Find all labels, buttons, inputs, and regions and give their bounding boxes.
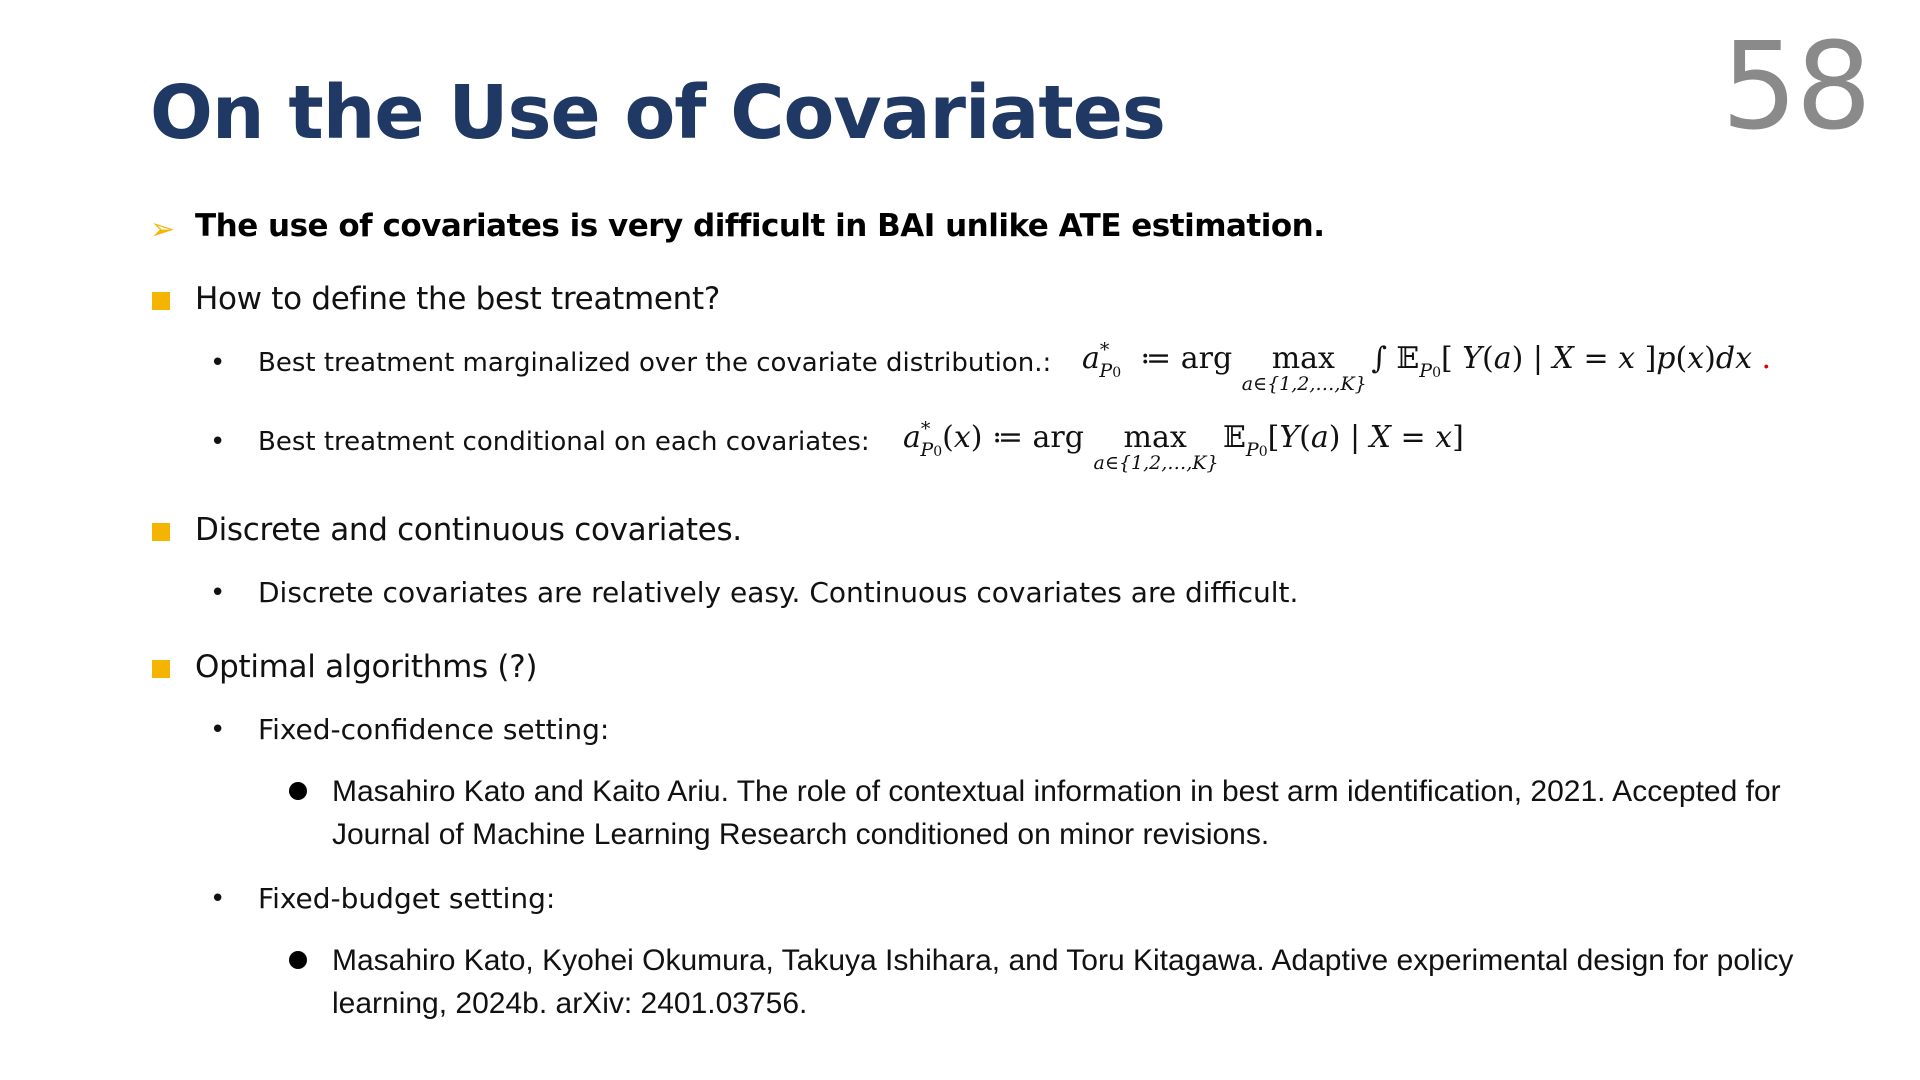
slide-title: On the Use of Covariates [150,70,1165,156]
best-treatment-conditional-text: Best treatment conditional on each covariates: [258,427,870,457]
lead-statement: The use of covariates is very difficult in BAI unlike ATE estimation. [195,208,1325,244]
section-heading-optimal-algorithms: Optimal algorithms (?) [195,649,538,685]
fixed-confidence-label: Fixed-confidence setting: [258,713,610,746]
dot-bullet-icon: • [210,715,226,745]
dot-bullet-icon: • [210,348,226,378]
formula-marginalized: $a^*_{P0}$ ≔ arg max a∈{1,2,…,K} ∫ 𝔼$_{P0}$[ Y(a) | X = x ]p(x)dx . [1082,339,1772,395]
dot-bullet-icon: • [210,427,226,457]
best-treatment-marginalized-text: Best treatment marginalized over the covariate distribution.: [258,348,1052,378]
reference-kato-okumura: Masahiro Kato, Kyohei Okumura, Takuya Ishihara, and Toru Kitagawa. Adaptive experimental design for policy learning, 2024b. arXiv: 2401.03756. [332,944,1794,1020]
filled-circle-bullet-icon [289,951,307,969]
filled-circle-bullet-icon [289,782,307,800]
square-bullet-icon [152,660,170,678]
page-number: 58 [1721,18,1870,157]
formula-conditional: $a^*_{P0}(x)$ ≔ arg max a∈{1,2,…,K} 𝔼$_{P0}$[Y(a) | X = x] [903,418,1464,474]
covariates-difficulty-text: Discrete covariates are relatively easy. Continuous covariates are difficult. [258,576,1299,609]
arrow-bullet-icon: ➢ [150,212,176,247]
square-bullet-icon [152,523,170,541]
dot-bullet-icon: • [210,578,226,608]
section-heading-best-treatment: How to define the best treatment? [195,281,721,317]
dot-bullet-icon: • [210,884,226,914]
square-bullet-icon [152,292,170,310]
fixed-budget-label: Fixed-budget setting: [258,882,556,915]
reference-kato-ariu: Masahiro Kato and Kaito Ariu. The role of contextual information in best arm identification, 2021. Accepted for Journal of Machine Learning Research conditioned on minor revisions. [332,775,1781,851]
section-heading-covariates: Discrete and continuous covariates. [195,512,742,548]
